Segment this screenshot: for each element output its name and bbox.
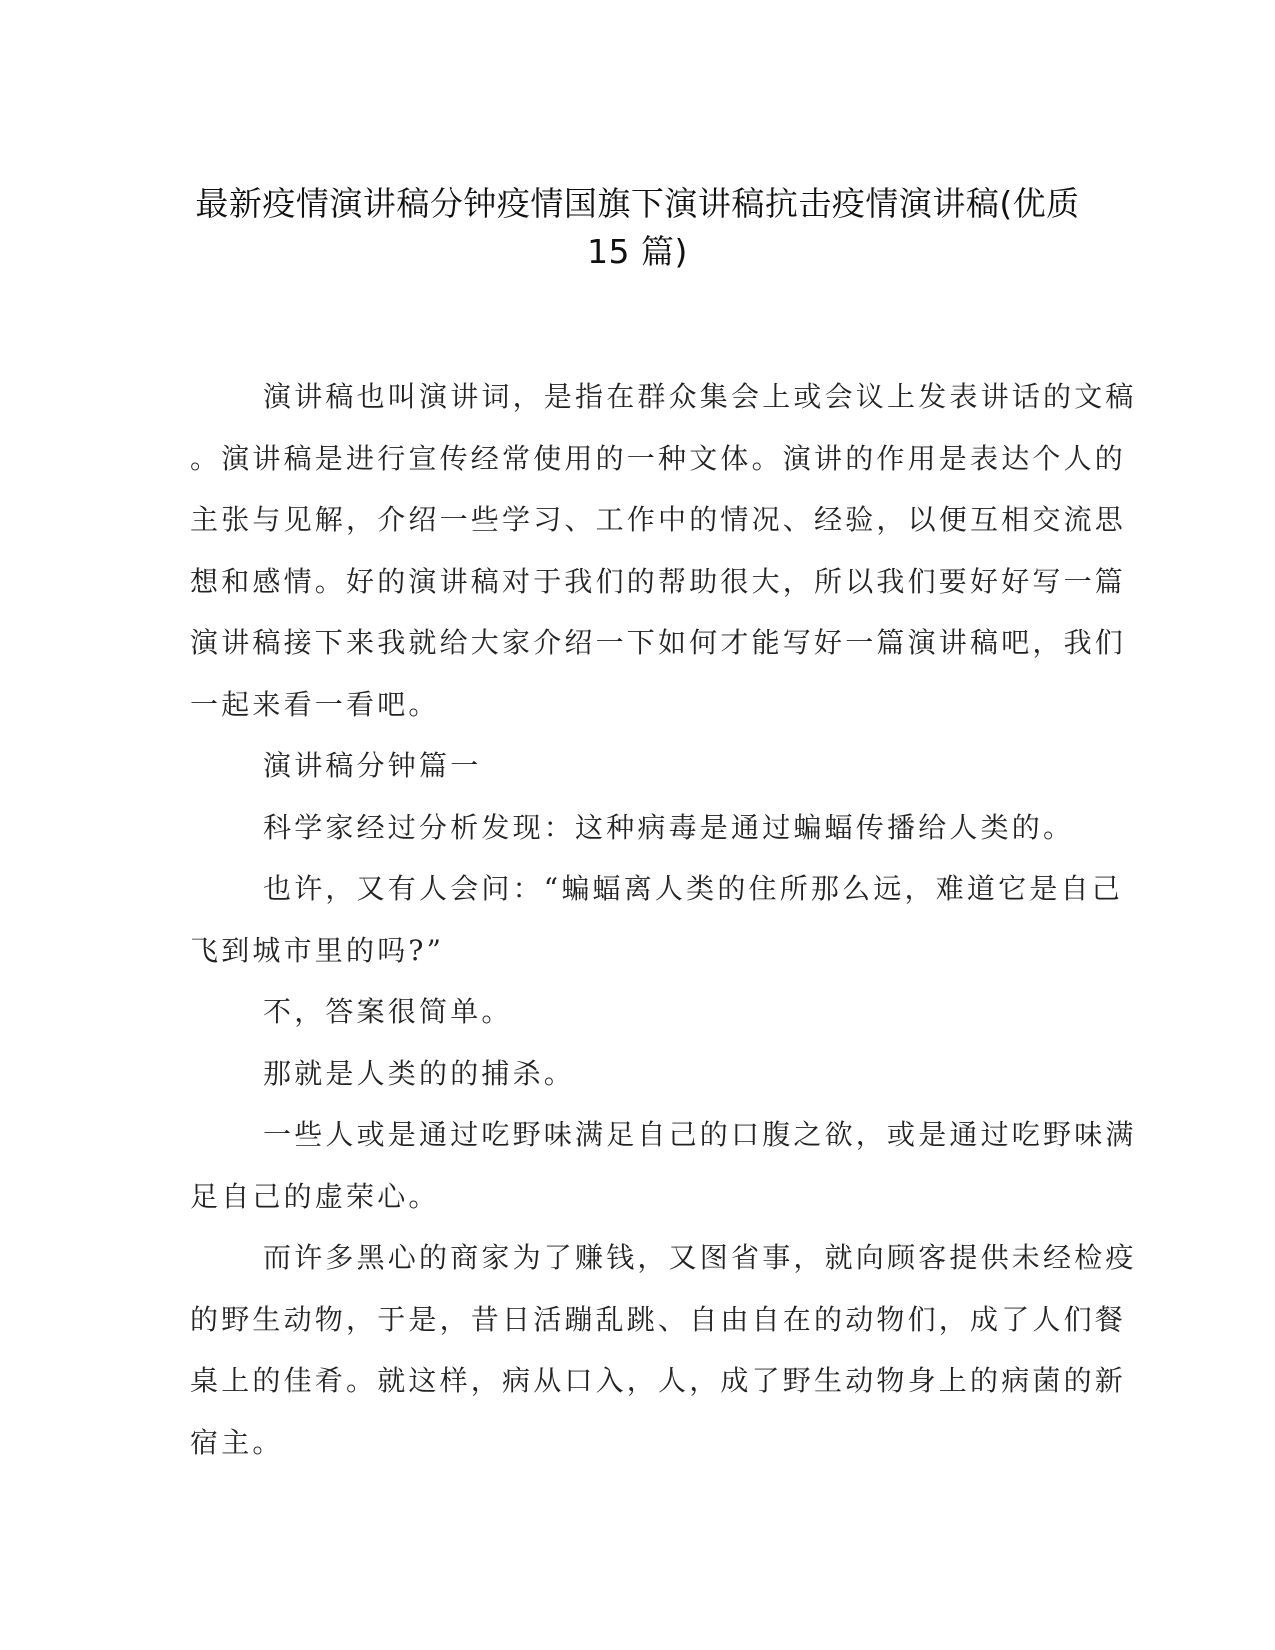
- paragraph-line: 科学家经过分析发现：这种病毒是通过蝙蝠传播给人类的。: [263, 810, 1075, 844]
- paragraph-line: 演讲稿接下来我就给大家介绍一下如何才能写好一篇演讲稿吧，我们: [190, 626, 1127, 659]
- title-line-2: 15 篇): [587, 232, 688, 271]
- document-title: [160, 180, 1115, 276]
- paragraph-line: 足自己的虚荣心。: [190, 1179, 440, 1213]
- paragraph-line: 也许，又有人会问：“蝙蝠离人类的住所那么远，难道它是自己: [263, 872, 1123, 905]
- paragraph-line: 飞到城市里的吗?”: [190, 933, 445, 967]
- paragraph-line: 。演讲稿是进行宣传经常使用的一种文体。演讲的作用是表达个人的: [190, 441, 1127, 475]
- paragraph-line: 桌上的佳肴。就这样，病从口入，人，成了野生动物身上的病菌的新: [190, 1364, 1127, 1397]
- paragraph-line: 的野生动物，于是，昔日活蹦乱跳、自由自在的动物们，成了人们餐: [190, 1302, 1127, 1336]
- paragraph-line: 一些人或是通过吃野味满足自己的口腹之欲，或是通过吃野味满: [263, 1118, 1137, 1151]
- paragraph-line: 演讲稿也叫演讲词，是指在群众集会上或会议上发表讲话的文稿: [263, 380, 1137, 413]
- paragraph-line: 一起来看一看吧。: [190, 687, 440, 721]
- paragraph-line: 那就是人类的的捕杀。: [263, 1056, 576, 1090]
- section-heading: 演讲稿分钟篇一: [263, 749, 482, 782]
- title-line-1: 最新疫情演讲稿分钟疫情国旗下演讲稿抗击疫情演讲稿(优质: [195, 184, 1080, 223]
- paragraph-line: 宿主。: [190, 1425, 284, 1459]
- paragraph-line: 不，答案很简单。: [263, 995, 513, 1028]
- document-body: [190, 366, 1137, 1473]
- paragraph-line: 而许多黑心的商家为了赚钱，又图省事，就向顾客提供未经检疫: [263, 1241, 1137, 1274]
- paragraph-line: 想和感情。好的演讲稿对于我们的帮助很大，所以我们要好好写一篇: [190, 564, 1127, 598]
- paragraph-line: 主张与见解，介绍一些学习、工作中的情况、经验，以便互相交流思: [190, 503, 1127, 536]
